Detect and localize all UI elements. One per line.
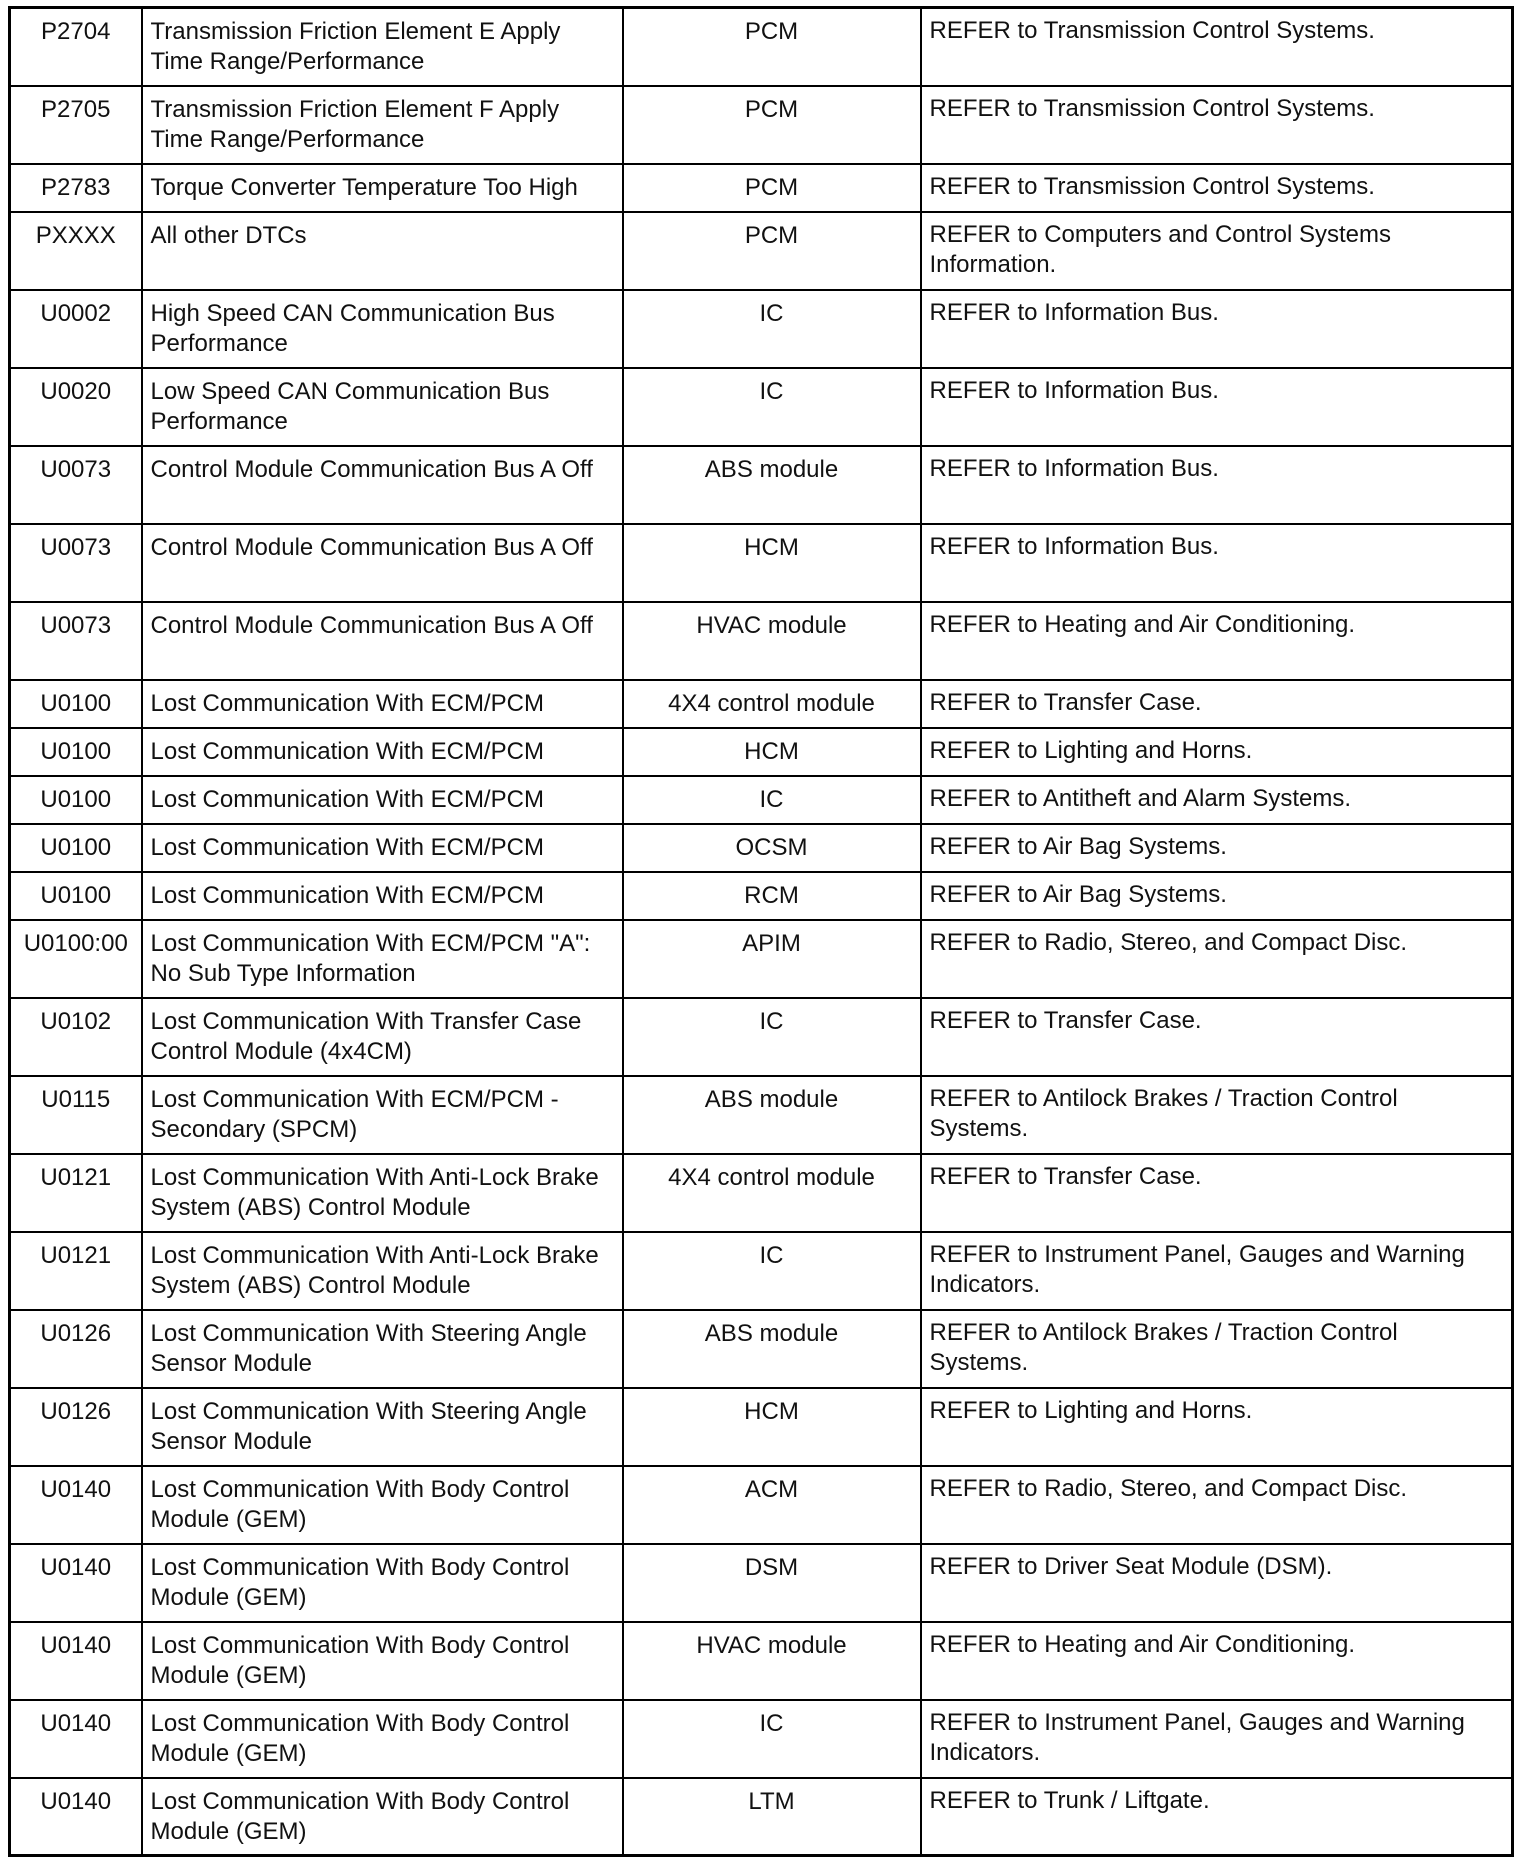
dtc-action-cell: REFER to Information Bus. — [921, 368, 1513, 446]
dtc-code-cell: PXXXX — [10, 212, 142, 290]
dtc-code-cell: U0140 — [10, 1622, 142, 1700]
dtc-action-cell: REFER to Information Bus. — [921, 524, 1513, 602]
dtc-action-cell: REFER to Driver Seat Module (DSM). — [921, 1544, 1513, 1622]
dtc-module-cell: DSM — [623, 1544, 921, 1622]
dtc-module-cell: IC — [623, 290, 921, 368]
dtc-action-cell: REFER to Air Bag Systems. — [921, 872, 1513, 920]
dtc-action-cell: REFER to Transmission Control Systems. — [921, 164, 1513, 212]
dtc-code-cell: U0121 — [10, 1232, 142, 1310]
dtc-description-cell: Torque Converter Temperature Too High — [142, 164, 623, 212]
dtc-action-cell: REFER to Air Bag Systems. — [921, 824, 1513, 872]
dtc-description-cell: Lost Communication With ECM/PCM — [142, 776, 623, 824]
table-row — [10, 290, 1513, 368]
dtc-action-cell: REFER to Heating and Air Conditioning. — [921, 1622, 1513, 1700]
dtc-code-cell: U0115 — [10, 1076, 142, 1154]
dtc-module-cell: PCM — [623, 164, 921, 212]
dtc-table-body — [10, 8, 1513, 1856]
dtc-code-cell: P2705 — [10, 86, 142, 164]
dtc-description-cell: Control Module Communication Bus A Off — [142, 446, 623, 524]
dtc-module-cell: OCSM — [623, 824, 921, 872]
table-row — [10, 1466, 1513, 1544]
table-row — [10, 1154, 1513, 1232]
table-row — [10, 1310, 1513, 1388]
dtc-action-cell: REFER to Radio, Stereo, and Compact Disc. — [921, 1466, 1513, 1544]
table-row — [10, 1700, 1513, 1778]
table-row — [10, 368, 1513, 446]
table-row — [10, 164, 1513, 212]
table-row — [10, 446, 1513, 524]
table-row — [10, 212, 1513, 290]
dtc-module-cell: ABS module — [623, 1076, 921, 1154]
dtc-code-cell: U0020 — [10, 368, 142, 446]
dtc-module-cell: IC — [623, 1232, 921, 1310]
dtc-module-cell: IC — [623, 776, 921, 824]
dtc-action-cell: REFER to Instrument Panel, Gauges and Warning Indicators. — [921, 1700, 1513, 1778]
table-row — [10, 776, 1513, 824]
table-row — [10, 1778, 1513, 1856]
dtc-module-cell: 4X4 control module — [623, 1154, 921, 1232]
dtc-module-cell: LTM — [623, 1778, 921, 1856]
dtc-description-cell: Transmission Friction Element E Apply Time Range/Performance — [142, 8, 623, 86]
dtc-module-cell: RCM — [623, 872, 921, 920]
table-row — [10, 1544, 1513, 1622]
table-row — [10, 1232, 1513, 1310]
table-row — [10, 920, 1513, 998]
dtc-description-cell: Transmission Friction Element F Apply Time Range/Performance — [142, 86, 623, 164]
dtc-module-cell: IC — [623, 1700, 921, 1778]
dtc-description-cell: Lost Communication With ECM/PCM — [142, 872, 623, 920]
dtc-code-cell: U0002 — [10, 290, 142, 368]
table-row — [10, 680, 1513, 728]
dtc-action-cell: REFER to Transfer Case. — [921, 998, 1513, 1076]
dtc-description-cell: Lost Communication With Anti-Lock Brake System (ABS) Control Module — [142, 1232, 623, 1310]
dtc-module-cell: IC — [623, 368, 921, 446]
dtc-module-cell: ACM — [623, 1466, 921, 1544]
dtc-code-cell: U0073 — [10, 602, 142, 680]
dtc-code-cell: U0126 — [10, 1388, 142, 1466]
dtc-description-cell: Lost Communication With ECM/PCM — [142, 728, 623, 776]
dtc-action-cell: REFER to Radio, Stereo, and Compact Disc. — [921, 920, 1513, 998]
dtc-description-cell: Lost Communication With Anti-Lock Brake System (ABS) Control Module — [142, 1154, 623, 1232]
dtc-action-cell: REFER to Lighting and Horns. — [921, 728, 1513, 776]
dtc-description-cell: Lost Communication With Body Control Module (GEM) — [142, 1700, 623, 1778]
dtc-module-cell: IC — [623, 998, 921, 1076]
dtc-description-cell: Lost Communication With Body Control Module (GEM) — [142, 1544, 623, 1622]
dtc-module-cell: ABS module — [623, 1310, 921, 1388]
dtc-action-cell: REFER to Lighting and Horns. — [921, 1388, 1513, 1466]
dtc-action-cell: REFER to Information Bus. — [921, 290, 1513, 368]
dtc-description-cell: Lost Communication With ECM/PCM — [142, 824, 623, 872]
dtc-action-cell: REFER to Antitheft and Alarm Systems. — [921, 776, 1513, 824]
dtc-code-cell: U0073 — [10, 524, 142, 602]
dtc-action-cell: REFER to Transmission Control Systems. — [921, 86, 1513, 164]
dtc-code-cell: P2783 — [10, 164, 142, 212]
dtc-code-cell: U0102 — [10, 998, 142, 1076]
dtc-module-cell: HVAC module — [623, 1622, 921, 1700]
dtc-code-cell: U0140 — [10, 1700, 142, 1778]
dtc-description-cell: Control Module Communication Bus A Off — [142, 524, 623, 602]
dtc-action-cell: REFER to Computers and Control Systems Information. — [921, 212, 1513, 290]
dtc-code-cell: U0140 — [10, 1544, 142, 1622]
dtc-code-cell: U0100 — [10, 824, 142, 872]
dtc-code-cell: U0100 — [10, 728, 142, 776]
dtc-module-cell: ABS module — [623, 446, 921, 524]
dtc-description-cell: Control Module Communication Bus A Off — [142, 602, 623, 680]
dtc-code-cell: U0140 — [10, 1778, 142, 1856]
dtc-action-cell: REFER to Trunk / Liftgate. — [921, 1778, 1513, 1856]
dtc-action-cell: REFER to Transfer Case. — [921, 680, 1513, 728]
dtc-module-cell: HCM — [623, 728, 921, 776]
dtc-description-cell: Lost Communication With Steering Angle Sensor Module — [142, 1310, 623, 1388]
dtc-module-cell: APIM — [623, 920, 921, 998]
dtc-description-cell: Lost Communication With Body Control Module (GEM) — [142, 1466, 623, 1544]
dtc-code-cell: U0126 — [10, 1310, 142, 1388]
table-row — [10, 1622, 1513, 1700]
dtc-action-cell: REFER to Transfer Case. — [921, 1154, 1513, 1232]
dtc-code-cell: P2704 — [10, 8, 142, 86]
table-row — [10, 1388, 1513, 1466]
dtc-description-cell: Low Speed CAN Communication Bus Performance — [142, 368, 623, 446]
table-row — [10, 86, 1513, 164]
table-row — [10, 872, 1513, 920]
table-row — [10, 824, 1513, 872]
dtc-description-cell: Lost Communication With Body Control Module (GEM) — [142, 1778, 623, 1856]
dtc-description-cell: Lost Communication With Steering Angle Sensor Module — [142, 1388, 623, 1466]
table-row — [10, 998, 1513, 1076]
dtc-action-cell: REFER to Heating and Air Conditioning. — [921, 602, 1513, 680]
dtc-description-cell: Lost Communication With ECM/PCM — [142, 680, 623, 728]
dtc-module-cell: 4X4 control module — [623, 680, 921, 728]
dtc-module-cell: PCM — [623, 212, 921, 290]
dtc-code-cell: U0100 — [10, 680, 142, 728]
dtc-module-cell: HCM — [623, 1388, 921, 1466]
dtc-code-cell: U0121 — [10, 1154, 142, 1232]
dtc-module-cell: HVAC module — [623, 602, 921, 680]
dtc-action-cell: REFER to Antilock Brakes / Traction Control Systems. — [921, 1310, 1513, 1388]
dtc-description-cell: Lost Communication With Transfer Case Control Module (4x4CM) — [142, 998, 623, 1076]
dtc-module-cell: PCM — [623, 8, 921, 86]
table-row — [10, 728, 1513, 776]
dtc-description-cell: Lost Communication With Body Control Module (GEM) — [142, 1622, 623, 1700]
dtc-action-cell: REFER to Transmission Control Systems. — [921, 8, 1513, 86]
dtc-description-cell: Lost Communication With ECM/PCM "A": No Sub Type Information — [142, 920, 623, 998]
dtc-module-cell: PCM — [623, 86, 921, 164]
dtc-code-cell: U0100:00 — [10, 920, 142, 998]
dtc-code-cell: U0100 — [10, 776, 142, 824]
table-row — [10, 8, 1513, 86]
dtc-description-cell: All other DTCs — [142, 212, 623, 290]
dtc-description-cell: High Speed CAN Communication Bus Performance — [142, 290, 623, 368]
dtc-action-cell: REFER to Antilock Brakes / Traction Control Systems. — [921, 1076, 1513, 1154]
dtc-code-cell: U0073 — [10, 446, 142, 524]
dtc-module-cell: HCM — [623, 524, 921, 602]
dtc-table — [8, 6, 1514, 1857]
dtc-code-cell: U0100 — [10, 872, 142, 920]
dtc-action-cell: REFER to Instrument Panel, Gauges and Warning Indicators. — [921, 1232, 1513, 1310]
table-row — [10, 524, 1513, 602]
dtc-code-cell: U0140 — [10, 1466, 142, 1544]
table-row — [10, 1076, 1513, 1154]
table-row — [10, 602, 1513, 680]
dtc-description-cell: Lost Communication With ECM/PCM - Secondary (SPCM) — [142, 1076, 623, 1154]
dtc-action-cell: REFER to Information Bus. — [921, 446, 1513, 524]
